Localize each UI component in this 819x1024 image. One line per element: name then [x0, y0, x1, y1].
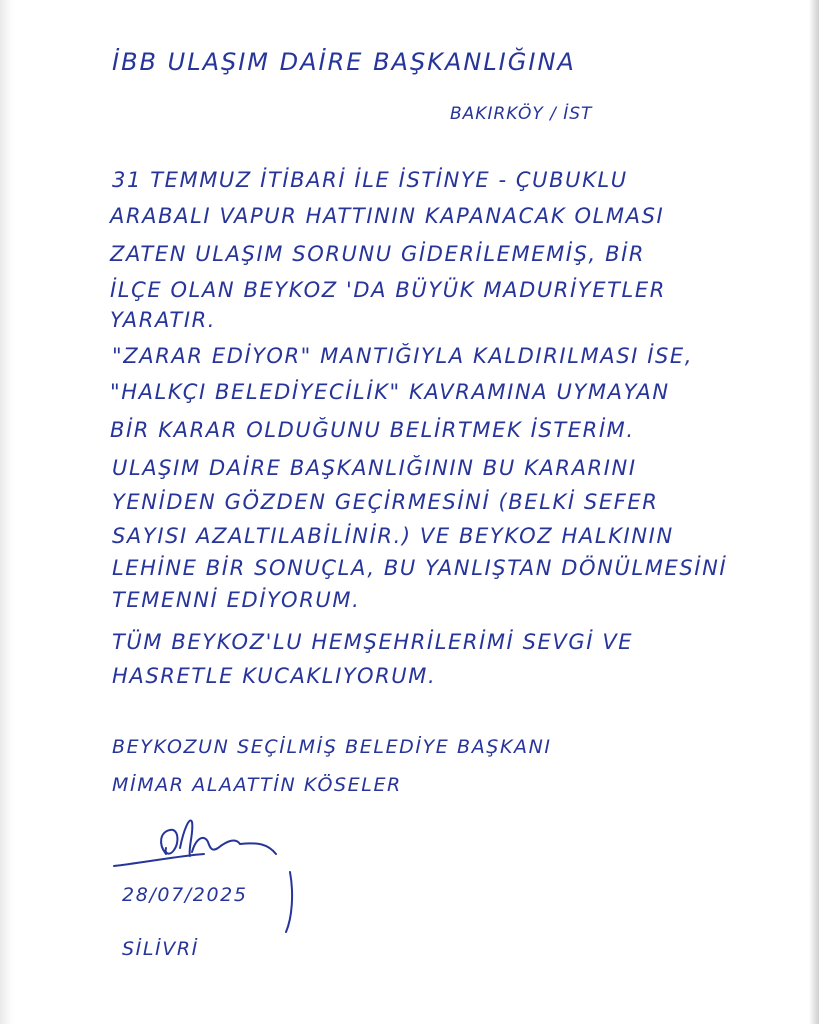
paragraph2-line3: BİR KARAR OLDUĞUNU BELİRTMEK İSTERİM.: [110, 418, 635, 442]
location-line: BAKIRKÖY / İST: [450, 104, 593, 124]
paragraph3-line4: LEHİNE BİR SONUÇLA, BU YANLIŞTAN DÖNÜLMESİNİ: [112, 556, 728, 580]
place-line: SİLİVRİ: [122, 938, 199, 960]
page-right-shadow: [809, 0, 819, 1024]
paragraph1-line5: YARATIR.: [110, 308, 217, 332]
paragraph1-line2: ARABALI VAPUR HATTININ KAPANACAK OLMASI: [110, 204, 665, 228]
paragraph1-line3: ZATEN ULAŞIM SORUNU GİDERİLEMEMİŞ, BİR: [110, 242, 646, 266]
paragraph3-line1: ULAŞIM DAİRE BAŞKANLIĞININ BU KARARINI: [112, 456, 637, 480]
paragraph2-line1: "ZARAR EDİYOR" MANTIĞIYLA KALDIRILMASI İSE,: [112, 344, 694, 368]
handwritten-signature: [108, 808, 308, 938]
paragraph3-line2: YENİDEN GÖZDEN GEÇİRMESİNİ (BELKİ SEFER: [112, 490, 659, 514]
paragraph2-line2: "HALKÇI BELEDİYECİLİK" KAVRAMINA UYMAYAN: [110, 380, 670, 404]
paragraph3-line5: TEMENNİ EDİYORUM.: [112, 588, 361, 612]
paragraph1-line1: 31 TEMMUZ İTİBARİ İLE İSTİNYE - ÇUBUKLU: [112, 168, 628, 192]
recipient-line: İBB ULAŞIM DAİRE BAŞKANLIĞINA: [112, 48, 576, 76]
paragraph4-line2: HASRETLE KUCAKLIYORUM.: [112, 664, 437, 688]
page-left-shadow: [0, 0, 14, 1024]
date-line: 28/07/2025: [122, 884, 248, 906]
paragraph4-line1: TÜM BEYKOZ'LU HEMŞEHRİLERİMİ SEVGİ VE: [112, 630, 634, 654]
paragraph3-line3: SAYISI AZALTILABİLİNİR.) VE BEYKOZ HALKININ: [112, 524, 674, 548]
signature-title-line: BEYKOZUN SEÇİLMİŞ BELEDİYE BAŞKANI: [112, 736, 552, 758]
signature-name-line: MİMAR ALAATTİN KÖSELER: [112, 774, 402, 796]
paragraph1-line4: İLÇE OLAN BEYKOZ 'DA BÜYÜK MADURİYETLER: [110, 278, 666, 302]
